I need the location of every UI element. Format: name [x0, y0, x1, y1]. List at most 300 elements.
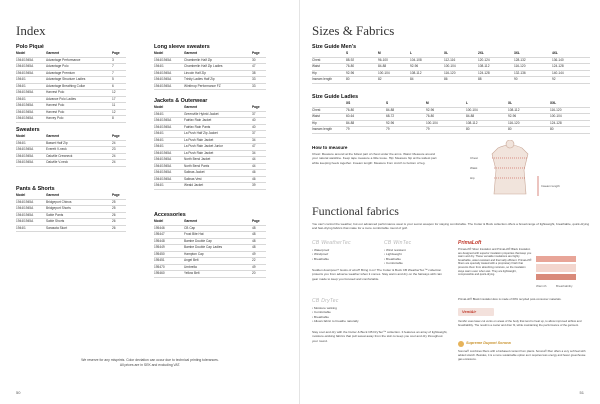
table-cell: 92-96: [426, 107, 435, 112]
drytec-bullet: ▪ Comfortable: [312, 310, 359, 314]
table-cell: 33: [252, 77, 256, 81]
men-size-table: [312, 51, 590, 84]
table-cell: 80: [508, 127, 512, 131]
table-cell: Frost Bite Hat: [184, 232, 204, 236]
table-cell: Hip: [312, 70, 317, 75]
table-cell: Angel Belt: [184, 258, 199, 262]
primaloft-note: PrimaLoft® Black Insulation Eco is made of 60% recycled post-consumer materials.: [458, 297, 562, 301]
table-cell: 6: [112, 83, 114, 88]
table-cell: La Push Half Zip Jacket: [184, 131, 218, 135]
table-cell: 46: [252, 176, 256, 181]
table-cell: 37: [252, 131, 256, 135]
wintec-bullet: ▪ Comfortable: [384, 261, 406, 265]
table-cell: 195470: [154, 264, 165, 269]
table-cell: 124-128: [478, 70, 490, 75]
table-cell: S: [386, 101, 389, 105]
chart-label-warmth: Warmth: [536, 284, 547, 288]
table-cell: 44: [252, 157, 256, 161]
fig-label-chest: Chest: [470, 156, 478, 160]
index-title: Index: [16, 23, 46, 38]
ladies-size-title: Size Guide Ladies: [312, 94, 359, 100]
primaloft-chart: [534, 252, 582, 292]
table-cell: Advantage Performance: [46, 57, 81, 62]
table-cell: Trinity Ladies Half Zip: [184, 77, 215, 81]
table-cell: 84-88: [386, 107, 395, 112]
chart-label-breath: Breathability: [556, 284, 573, 288]
table-row: [154, 183, 266, 190]
table-cell: XL: [444, 51, 449, 55]
weathertec-bullets: [312, 248, 329, 261]
supreme-text: Sorona® combines fibers with a biobased content from plants. Sorona® fiber offers a very soft feel with added stretch. Besides, it is a more sustainable option as it requires less energy and fewer greenhouse gas emissions.: [458, 349, 586, 361]
drytec-bullet: ▪ Allows fabric to breathe naturally: [312, 319, 359, 323]
table-cell: 25: [112, 206, 116, 210]
table-cell: Garment: [46, 193, 60, 197]
table-cell: 1944/1945A: [16, 206, 34, 210]
table-cell: 48: [252, 225, 256, 230]
table-cell: 12: [112, 90, 116, 94]
table-cell: Hampton Cap: [184, 251, 204, 256]
head-silhouette: [506, 140, 514, 148]
table-cell: 116-120: [550, 107, 562, 112]
table-cell: 17: [112, 96, 116, 101]
wintec-bullet: ▪ Lightweight: [384, 252, 406, 256]
table-cell: 33: [252, 83, 256, 88]
table-cell: 20: [252, 271, 256, 275]
table-cell: 26: [112, 212, 116, 217]
table-cell: 116-120: [444, 70, 456, 75]
wintec-logo: CB WinTec: [384, 240, 412, 246]
table-cell: 84-88: [378, 64, 387, 68]
table-cell: 37: [252, 111, 256, 116]
table-cell: Garment: [46, 134, 60, 138]
table-cell: 92-96: [386, 120, 395, 125]
table-cell: 1944/1945A: [16, 90, 34, 94]
table-cell: 195449: [154, 245, 165, 249]
table-cell: Page: [112, 134, 120, 138]
table-cell: 24: [112, 140, 116, 145]
sweaters-section-title: Sweaters: [16, 127, 40, 133]
table-cell: 34: [252, 150, 256, 155]
table-cell: XS: [346, 101, 351, 105]
table-cell: 22: [252, 258, 256, 262]
table-cell: North Bend Jacket: [184, 157, 211, 161]
table-cell: 116-120: [514, 64, 526, 68]
table-cell: Model: [16, 193, 26, 197]
table-cell: 60-64: [346, 114, 355, 118]
table-cell: 1944/1: [154, 64, 164, 68]
weathertec-bullet: ▪ Windproof: [312, 252, 329, 256]
table-cell: 26: [112, 225, 116, 230]
table-cell: 76-80: [426, 114, 435, 118]
jackets-table: [154, 105, 266, 190]
table-cell: 1944/1945A: [154, 163, 172, 168]
table-cell: Bridgeport Chinos: [46, 199, 72, 204]
weather-text: Sudden downpour? Gusts of wind? Bring it on! The Cutter & Buck CB WeatherTec™ collection protects you from adverse weather when it comes. Stay warm and dry on the fairways with rain gear made to keep you focused and comfortable.: [312, 268, 442, 281]
table-cell: 39: [252, 183, 256, 187]
table-cell: Bridgeport Shorts: [46, 206, 71, 210]
table-row: [154, 84, 266, 91]
drytec-logo: CB DryTec: [312, 298, 339, 304]
table-cell: 68-72: [386, 114, 395, 118]
wintec-bullet: ▪ Wind resistant: [384, 248, 406, 252]
table-cell: 140-144: [552, 70, 564, 75]
table-cell: Advantage Breathing Collar: [46, 83, 85, 88]
pants-section-title: Pants & Shorts: [16, 186, 55, 192]
table-cell: 25: [112, 199, 116, 204]
table-cell: 1944/1945A: [154, 124, 172, 129]
supreme-logo: Supreme Dupont Sorona: [466, 341, 511, 345]
drytec-bullet: ▪ Moisture wicking: [312, 306, 359, 310]
weathertec-bullet: ▪ Breathable: [312, 257, 329, 261]
table-cell: 92-96: [410, 64, 419, 68]
table-cell: Chest: [312, 57, 321, 62]
table-cell: Umbrella: [184, 264, 197, 269]
men-size-title: Size Guide Men's: [312, 44, 357, 50]
table-cell: 104-108: [410, 57, 422, 62]
disclaimer-line2: All prices are in SEK and excluding VAT.: [119, 363, 181, 367]
table-cell: 1944/1: [16, 140, 26, 145]
table-cell: Oakville V-neck: [46, 160, 68, 164]
table-cell: La Push Rain Jacket: [184, 150, 214, 155]
table-cell: 80: [466, 127, 470, 131]
table-cell: 23: [112, 147, 116, 151]
table-cell: 1944/1945A: [154, 118, 172, 122]
table-cell: Bambe Double Cap: [184, 238, 212, 243]
table-cell: Harvey Polo: [46, 116, 64, 120]
table-cell: 195446: [154, 225, 165, 230]
ventair-logo: VentAir: [462, 309, 477, 314]
table-row: [16, 226, 126, 233]
table-cell: 1944/1945A: [16, 64, 34, 68]
table-cell: 84: [410, 77, 414, 81]
table-cell: Page: [252, 105, 260, 109]
table-cell: 88: [478, 77, 482, 81]
table-cell: 195451: [154, 258, 165, 262]
table-cell: Model: [16, 51, 26, 55]
table-cell: 40: [252, 118, 256, 122]
table-cell: La Push Rain Jacket Junior: [184, 144, 223, 148]
drytec-bullets: [312, 306, 359, 323]
table-cell: 100-104: [466, 107, 478, 112]
table-cell: 108-112: [508, 107, 520, 112]
table-cell: 84-88: [466, 114, 475, 118]
table-cell: 1944/1945A: [154, 70, 172, 75]
disclaimer-line1: We reserve for any misprints. Color deviation can occur due to technical printing tolerances.: [81, 358, 219, 362]
table-cell: Basset Half Zip: [46, 140, 68, 145]
table-cell: Hip: [312, 120, 317, 125]
table-cell: 2XL: [478, 51, 484, 55]
table-cell: Garment: [184, 219, 198, 223]
table-cell: 47: [252, 64, 256, 68]
table-cell: Bambe Double Cap Ladies: [184, 245, 223, 249]
table-cell: Everett V-neck: [46, 147, 67, 151]
table-cell: 1944/1945A: [16, 199, 34, 204]
table-cell: Inseam length: [312, 127, 333, 131]
jackets-section-title: Jackets & Outerwear: [154, 98, 208, 104]
table-cell: 47: [252, 144, 256, 148]
table-cell: 5: [112, 77, 114, 81]
primaloft-logo: PrimaLoft: [458, 240, 482, 246]
table-cell: Oakville Crewneck: [46, 153, 73, 158]
table-cell: 82: [378, 77, 382, 81]
sweaters-table: [16, 134, 126, 167]
fig-label-waist: Waist: [470, 166, 478, 170]
table-cell: Sarasota Skort: [46, 225, 68, 230]
measure-figure: [468, 140, 564, 198]
weathertec-logo: CB WeatherTec: [312, 240, 351, 246]
table-cell: 124-128: [552, 64, 564, 68]
table-cell: Model: [154, 105, 164, 109]
table-cell: XXL: [550, 101, 557, 105]
table-cell: 12: [112, 109, 116, 114]
table-cell: Garment: [184, 105, 198, 109]
wintec-bullet: ▪ Breathable: [384, 257, 406, 261]
fabric-layer-insulation: [536, 264, 576, 272]
table-cell: Advantage Premium: [46, 70, 75, 75]
table-cell: Yellow Belt: [184, 271, 200, 275]
fabrics-intro: You can't control the weather, but our advanced performance wear is your secret weapon for staying comfortable. The Cutter & Buck collection offers a broad range of lightweight, breathable, quick-drying and fast-drying fabrics that make for a more comfortable round of golf.: [312, 222, 590, 231]
fig-label-hip: Hip: [470, 176, 475, 180]
page-number-left: 50: [16, 390, 21, 395]
page-number-right: 51: [579, 390, 584, 395]
table-cell: XL: [508, 101, 513, 105]
table-cell: [312, 101, 346, 107]
table-cell: 11: [112, 103, 116, 107]
table-cell: 1944/1: [154, 111, 164, 116]
table-cell: 120-124: [478, 57, 490, 62]
table-cell: 116-120: [508, 120, 520, 125]
table-cell: 24: [112, 153, 116, 158]
table-cell: 1944/1945A: [154, 57, 172, 62]
table-cell: Sable Shorts: [46, 219, 65, 223]
table-cell: 38: [252, 70, 256, 75]
table-cell: 1944/1: [154, 144, 164, 148]
table-cell: L: [410, 51, 412, 55]
table-cell: Advantage Structure Ladies: [46, 77, 86, 81]
table-cell: Harvest Polo: [46, 90, 65, 94]
table-cell: Chamberlin Half Zip Ladies: [184, 64, 223, 68]
table-cell: 24: [112, 160, 116, 164]
table-cell: 3XL: [514, 51, 520, 55]
table-cell: Fairfax Rain Jacket: [184, 118, 212, 122]
table-cell: 88-92: [346, 57, 355, 62]
table-cell: 76-80: [346, 64, 355, 68]
table-cell: 124-128: [550, 120, 562, 125]
table-cell: Garment: [184, 51, 198, 55]
table-cell: S: [346, 51, 349, 55]
table-cell: 112-116: [444, 57, 456, 62]
table-cell: 46: [252, 170, 256, 174]
drytec-bullet: ▪ Breathable: [312, 315, 359, 319]
drytec-text: Stay cool and dry with the Cutter & Buck CB DryTec™ collection. It features an array of lightweight, moisture-wicking fabrics that pull sweat away from the skin to keep you cool and dry throughout your round.: [312, 330, 448, 343]
table-cell: 100-104: [378, 70, 390, 75]
table-cell: Page: [252, 51, 260, 55]
table-cell: 48: [252, 238, 256, 243]
table-cell: 79: [386, 127, 390, 131]
table-cell: 80: [550, 127, 554, 131]
table-cell: 136-140: [552, 57, 564, 62]
table-cell: Advantage Polo: [46, 64, 69, 68]
table-cell: 1944/1945A: [16, 147, 34, 151]
table-cell: Garment: [46, 51, 60, 55]
table-cell: 1944/1945A: [16, 57, 34, 62]
table-cell: 1944/1: [16, 96, 26, 101]
table-cell: 108-112: [410, 70, 422, 75]
polo-table: [16, 51, 126, 123]
table-cell: Lincoln Half Zip: [184, 70, 206, 75]
table-cell: 100-104: [426, 120, 438, 125]
table-cell: 128-132: [514, 57, 526, 62]
table-cell: 1944/1945A: [16, 219, 34, 223]
table-cell: 1944/1: [16, 77, 26, 81]
table-cell: La Push Rain Jacket: [184, 137, 214, 142]
table-cell: 108-112: [466, 120, 478, 125]
table-cell: Chest: [312, 107, 321, 112]
table-cell: 1944/1945A: [16, 153, 34, 158]
table-cell: 7: [112, 64, 114, 68]
table-cell: Model: [16, 134, 26, 138]
table-cell: Fairfax Rain Pants: [184, 124, 211, 129]
table-cell: 1944/1945A: [154, 83, 172, 88]
table-cell: Salinas Vest: [184, 176, 202, 181]
table-cell: 195448: [154, 238, 165, 243]
table-cell: Winthrop Performance FZ: [184, 83, 221, 88]
fabrics-title: Functional fabrics: [312, 204, 399, 218]
table-cell: Model: [154, 219, 164, 223]
fig-label-inseam: Inseam length: [541, 184, 560, 188]
table-cell: Inseam length: [312, 77, 333, 81]
table-cell: L: [466, 101, 468, 105]
table-cell: 1944/1945A: [16, 212, 34, 217]
table-cell: Model: [154, 51, 164, 55]
table-cell: 1944/1945A: [154, 77, 172, 81]
wintec-bullets: [384, 248, 406, 265]
table-row: [16, 116, 126, 123]
table-cell: Greenville Hybrid Jacket: [184, 111, 219, 116]
table-cell: 7: [112, 70, 114, 75]
measure-title: How to measure: [312, 145, 348, 150]
table-cell: 1944/1945A: [154, 157, 172, 161]
table-cell: 49: [252, 264, 256, 269]
table-cell: 1944/1: [154, 131, 164, 135]
table-cell: 48: [252, 245, 256, 249]
table-cell: 1944/1: [154, 183, 164, 187]
table-cell: North Bend Pants: [184, 163, 210, 168]
table-cell: 100-104: [444, 64, 456, 68]
table-cell: 1944/1945A: [16, 70, 34, 75]
ventair-text: VentAir uses laser-cut vents on areas of the body that tend to heat up, to allow improved airflow and breathability. The result is a cooler and drier fit, while maintaining the performance of the garment.: [458, 319, 582, 327]
table-cell: 84-88: [346, 120, 355, 125]
table-cell: 80: [346, 77, 350, 81]
table-cell: 1944/1945A: [154, 176, 172, 181]
table-cell: 1944/1945A: [16, 103, 34, 107]
table-cell: Advance Polo Ladies: [46, 96, 76, 101]
table-cell: M: [426, 101, 429, 105]
table-cell: 40: [252, 124, 256, 129]
measure-text: Chest: Measure around at the fullest part of chest under the arms. Waist: Measure around your natural waistline. Keep tape measure a little loose. Hip: Measure hip at the widest part while keeping heels together. Inseam length: Measure from crotch to bottom of leg.: [312, 152, 437, 165]
supreme-icon: [458, 341, 464, 347]
table-cell: 132-136: [514, 70, 526, 75]
table-cell: Page: [252, 219, 260, 223]
torso-silhouette: [492, 145, 528, 194]
table-cell: 30: [252, 57, 256, 62]
table-cell: 8: [112, 116, 114, 120]
table-cell: 1944/1: [16, 83, 26, 88]
table-cell: 79: [426, 127, 430, 131]
table-cell: Page: [112, 51, 120, 55]
table-cell: 195450: [154, 251, 165, 256]
weathertec-bullet: ▪ Waterproof: [312, 248, 329, 252]
table-cell: 1944/1945A: [154, 150, 172, 155]
table-cell: 1944/1: [16, 225, 26, 230]
table-cell: 1944/1945A: [16, 109, 34, 114]
table-cell: Weald Jacket: [184, 183, 204, 187]
table-cell: Chamberlin Half Zip: [184, 57, 213, 62]
table-row: [312, 127, 590, 134]
table-cell: Harvest Polo: [46, 103, 65, 107]
table-cell: 76-80: [346, 107, 355, 112]
ladies-size-table: [312, 101, 590, 134]
table-cell: 3: [112, 57, 114, 62]
table-row: [312, 77, 590, 84]
table-cell: 108-112: [478, 64, 490, 68]
table-cell: 34: [252, 137, 256, 142]
table-cell: 44: [252, 163, 256, 168]
accessories-table: [154, 219, 266, 278]
disclaimer: [30, 358, 270, 368]
table-cell: Harvest Polo: [46, 109, 65, 114]
fabric-layer-inner: [536, 274, 576, 280]
table-cell: 100-104: [550, 114, 562, 118]
table-cell: 92-96: [508, 114, 517, 118]
right-page: [300, 0, 600, 404]
table-cell: Waist: [312, 64, 320, 68]
table-cell: M: [378, 51, 381, 55]
table-cell: 90: [514, 77, 518, 81]
table-cell: 79: [346, 127, 350, 131]
table-cell: 92-96: [346, 70, 355, 75]
pants-table: [16, 193, 126, 232]
table-cell: 1944/1945A: [16, 160, 34, 164]
table-cell: Waist: [312, 114, 320, 118]
table-cell: 195447: [154, 232, 165, 236]
table-row: [16, 160, 126, 167]
accessories-section-title: Accessories: [154, 212, 186, 218]
table-cell: CB Cap: [184, 225, 196, 230]
table-cell: Page: [112, 193, 120, 197]
table-cell: 96-100: [378, 57, 388, 62]
table-cell: 49: [252, 251, 256, 256]
fabric-layer-outer: [536, 256, 576, 262]
primaloft-text: PrimaLoft® Silver Insulation and PrimaLoft® Black Insulation are designed with superior insulation properties that keep you warm and dry. These versatile insulations are highly breathable, water-resistant and thermally efficient. PrimaLoft® fibers are specially treated with a proprietary finish that prevents them from absorbing moisture, so the insulation stays warm even when wet. They are lightweight, compressible and quick-drying.: [458, 248, 532, 277]
table-cell: 1944/1945A: [154, 170, 172, 174]
table-cell: 48: [252, 232, 256, 236]
table-cell: 1944/1945A: [16, 116, 34, 120]
table-cell: 1944/1: [154, 137, 164, 142]
table-cell: 26: [112, 219, 116, 223]
table-cell: 4XL: [552, 51, 558, 55]
table-row: [154, 271, 266, 278]
table-cell: 92: [552, 77, 556, 81]
table-cell: 86: [444, 77, 448, 81]
polo-section-title: Polo Piqué: [16, 44, 44, 50]
table-cell: [312, 51, 346, 57]
longsleeve-table: [154, 51, 266, 90]
longsleeve-section-title: Long sleeve sweaters: [154, 44, 210, 50]
sizes-title: Sizes & Fabrics: [312, 23, 395, 38]
table-cell: Salinas Jacket: [184, 170, 205, 174]
table-cell: Sable Pants: [46, 212, 64, 217]
